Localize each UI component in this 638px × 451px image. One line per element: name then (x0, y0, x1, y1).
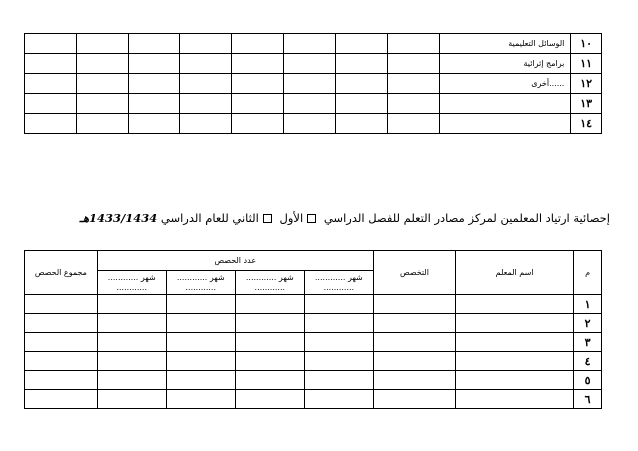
row-number: ١٢ (571, 74, 602, 94)
table-cell (284, 54, 336, 74)
table-cell (180, 34, 232, 54)
row-number: ١٣ (571, 94, 602, 114)
table-cell (284, 94, 336, 114)
table-cell (128, 54, 180, 74)
table-row (25, 34, 602, 54)
table-cell (232, 34, 284, 54)
checkbox-first-semester[interactable] (307, 214, 316, 223)
table-cell (235, 295, 304, 314)
header-row (25, 251, 602, 271)
table-cell (128, 74, 180, 94)
table-cell (166, 333, 235, 352)
table-cell (166, 314, 235, 333)
table-cell (128, 34, 180, 54)
month-line1: شهر ............ (314, 272, 363, 282)
month-line1: شهر ............ (245, 272, 294, 282)
table-cell (373, 333, 455, 352)
title-text: إحصائية ارتياد المعلمين لمركز مصادر التعلم للفصل الدراسي (323, 211, 610, 225)
table-cell (456, 390, 574, 409)
table-cell (335, 94, 387, 114)
table-cell (235, 371, 304, 390)
header-sessions-count: عدد الحصص (97, 251, 373, 271)
header-teacher-name: اسم المعلم (456, 251, 574, 295)
row-number: ٥ (574, 371, 602, 390)
table-cell (304, 352, 373, 371)
table-cell (25, 371, 98, 390)
table-row (25, 54, 602, 74)
table-cell (76, 54, 128, 74)
table-cell (235, 314, 304, 333)
table-cell (373, 390, 455, 409)
teacher-visits-table (24, 250, 602, 409)
option-second-label: الثاني (232, 211, 259, 225)
table-cell (25, 54, 77, 74)
table-cell (387, 74, 439, 94)
table-cell (284, 34, 336, 54)
table-cell (232, 74, 284, 94)
header-total-sessions: مجموع الحصص (25, 251, 98, 295)
header-month (304, 271, 373, 295)
table-cell (76, 114, 128, 134)
table-cell (235, 390, 304, 409)
table-cell (25, 314, 98, 333)
table-cell (387, 34, 439, 54)
table-row (25, 74, 602, 94)
table-cell (25, 295, 98, 314)
table-cell (387, 114, 439, 134)
row-number: ١٤ (571, 114, 602, 134)
row-number: ١١ (571, 54, 602, 74)
table-row (25, 114, 602, 134)
table-cell (97, 371, 166, 390)
table-cell (180, 54, 232, 74)
academic-year: 1433/1434هـ (79, 211, 158, 225)
row-number: ١ (574, 295, 602, 314)
table-cell (128, 114, 180, 134)
table-cell (166, 295, 235, 314)
month-line2: ............ (185, 282, 217, 292)
table-cell (76, 34, 128, 54)
table-cell (456, 352, 574, 371)
option-first-label: الأول (279, 211, 304, 225)
table-cell (373, 295, 455, 314)
table-cell (97, 333, 166, 352)
row-label: الوسائل التعليمية (439, 34, 571, 54)
table-cell (235, 352, 304, 371)
year-label: للعام الدراسي (160, 211, 229, 225)
month-line1: شهر ............ (176, 272, 225, 282)
table-cell (456, 333, 574, 352)
table-cell (456, 314, 574, 333)
table-cell (128, 94, 180, 114)
table-cell (97, 295, 166, 314)
table-cell (335, 54, 387, 74)
month-line2: ............ (116, 282, 147, 292)
table-cell (456, 295, 574, 314)
row-number: ٦ (574, 390, 602, 409)
row-number: ١٠ (571, 34, 602, 54)
table-cell (97, 390, 166, 409)
header-month (166, 271, 235, 295)
page-title (10, 211, 610, 231)
table-cell (166, 390, 235, 409)
header-specialization: التخصص (373, 251, 455, 295)
table-cell (25, 390, 98, 409)
table-cell (335, 34, 387, 54)
table-row (25, 390, 602, 409)
table-cell (304, 295, 373, 314)
table-cell (456, 371, 574, 390)
row-number: ٢ (574, 314, 602, 333)
table-row (25, 314, 602, 333)
table-cell (76, 74, 128, 94)
table-cell (304, 390, 373, 409)
table-cell (235, 333, 304, 352)
table-cell (25, 94, 77, 114)
table-cell (373, 314, 455, 333)
table-cell (25, 34, 77, 54)
row-number: ٣ (574, 333, 602, 352)
table-cell (97, 314, 166, 333)
table-row (25, 352, 602, 371)
header-number: م (574, 251, 602, 295)
table-cell (284, 74, 336, 94)
month-line1: شهر ............ (107, 272, 156, 282)
row-label: برامج إثرائية (439, 54, 571, 74)
header-month (235, 271, 304, 295)
table-cell (232, 54, 284, 74)
row-number: ٤ (574, 352, 602, 371)
table-cell (166, 371, 235, 390)
table-cell (76, 94, 128, 114)
table-cell (284, 114, 336, 134)
table-cell (166, 352, 235, 371)
month-line2: ............ (254, 282, 286, 292)
table-cell (180, 114, 232, 134)
table-cell (25, 333, 98, 352)
table-cell (387, 94, 439, 114)
table-cell (180, 94, 232, 114)
table-cell (304, 371, 373, 390)
table-cell (387, 54, 439, 74)
table-row (25, 371, 602, 390)
table-cell (373, 352, 455, 371)
header-month (97, 271, 166, 295)
table-cell (180, 74, 232, 94)
table-cell (97, 352, 166, 371)
checkbox-second-semester[interactable] (263, 214, 272, 223)
table-row (25, 333, 602, 352)
row-label (439, 94, 571, 114)
table-cell (335, 114, 387, 134)
table-cell (304, 333, 373, 352)
row-label: أخرى...... (439, 74, 571, 94)
table-cell (232, 94, 284, 114)
table-cell (304, 314, 373, 333)
table-cell (232, 114, 284, 134)
row-label (439, 114, 571, 134)
table-cell (25, 74, 77, 94)
table-cell (335, 74, 387, 94)
resources-table (24, 33, 602, 134)
table-row (25, 295, 602, 314)
table-row (25, 94, 602, 114)
table-cell (25, 114, 77, 134)
table-cell (25, 352, 98, 371)
table-cell (373, 371, 455, 390)
month-line2: ............ (323, 282, 355, 292)
